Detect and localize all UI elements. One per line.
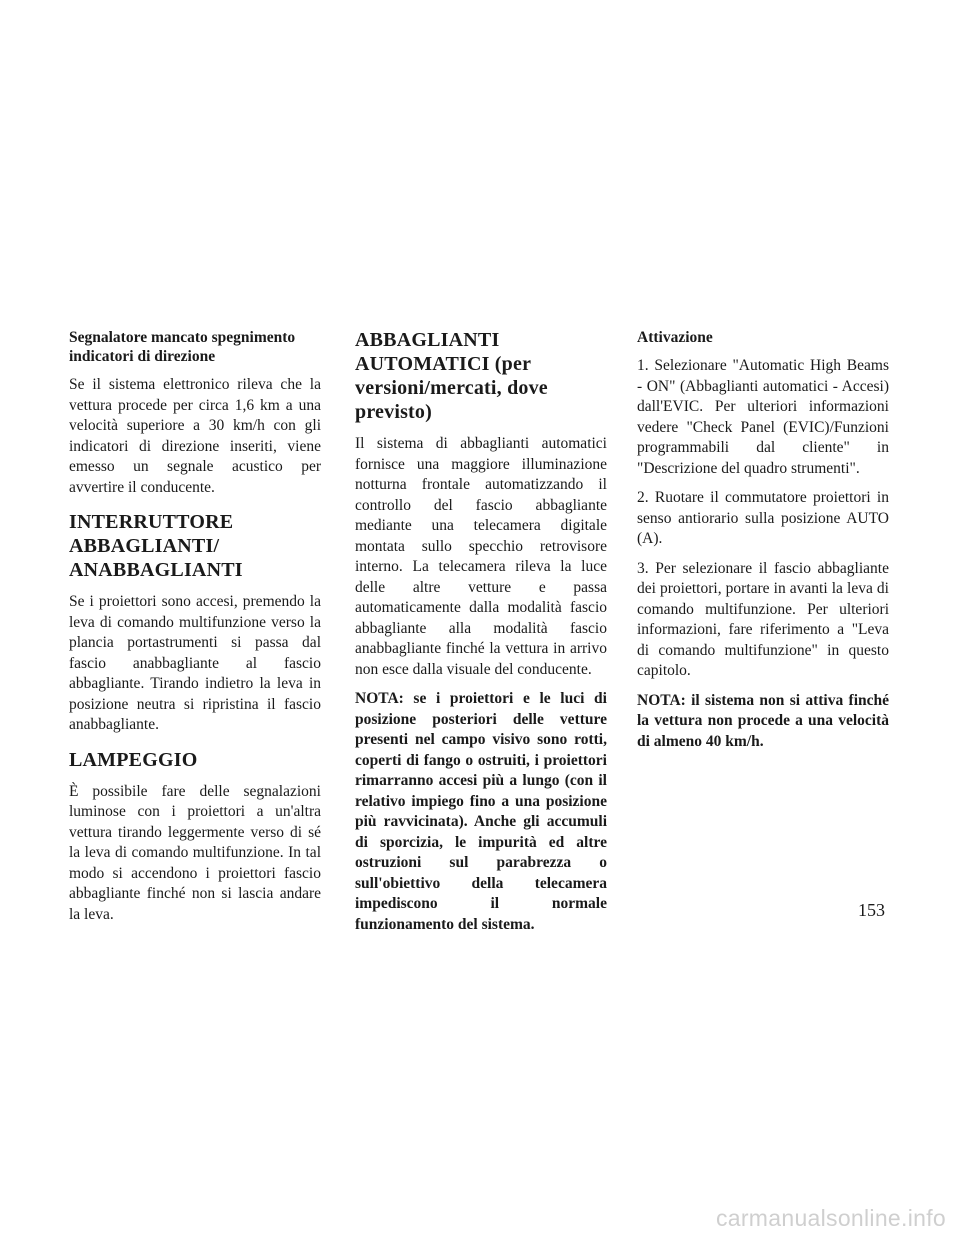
paragraph-turn-signal-warning: Se il sistema elettronico rileva che la vettura procede per circa 1,6 km a una velocità superiore a 30 km/h con gli indicatori di direzione inseriti, viene emesso un segnale acustico per avvertire il conducente. <box>69 376 321 496</box>
activation-step-1: 1. Selezionare "Automatic High Beams - ON" (Abbaglianti automatici - Accesi) dall'EVIC. Per ulteriori informazioni vedere "Check Panel (EVIC)/Funzioni programmabili dal cliente" in "Descrizione del quadro strumenti". <box>637 357 889 477</box>
subheading-activation: Attivazione <box>637 329 713 346</box>
watermark: carmanualsonline.info <box>715 1205 946 1231</box>
paragraph-flash-to-pass: È possibile fare delle segnalazioni luminose con i proiettori a un'altra vettura tirando leggermente verso di sé la leva di comando multifunzione. In tal modo si accendono i proiettori fascio abbagliante finché non si lascia andare la leva. <box>69 782 321 923</box>
heading-high-low-beam-switch: INTERRUTTORE ABBAGLIANTI/ ANABBAGLIANTI <box>69 511 243 581</box>
column-middle <box>355 328 607 944</box>
paragraph-automatic-high-beams: Il sistema di abbaglianti automatici fornisce una maggiore illuminazione notturna frontale automatizzando il controllo del fascio abbagliante mediante una telecamera digitale montata sullo specchio retrovisore interno. La telecamera rileva la luce delle altre vetture e passa automaticamente dalla modalità fascio abbagliante alla modalità fascio anabbagliante finché la vettura in arrivo non esce dalla visuale del conducente. <box>355 435 607 678</box>
page-number: 153 <box>858 900 885 920</box>
heading-flash-to-pass: LAMPEGGIO <box>69 748 198 771</box>
activation-step-3: 3. Per selezionare il fascio abbagliante dei proiettori, portare in avanti la leva di comando multifunzione. Per ulteriori informazioni, fare riferimento a "Leva di comando multifunzione" in questo capitolo. <box>637 559 889 679</box>
column-right <box>637 328 889 761</box>
note-headlights-obstructed: NOTA: se i proiettori e le luci di posizione posteriori delle vetture presenti nel campo visivo sono rotti, coperti di fango o ostruiti, i proiettori rimarranno accesi più a lungo (con il relativo impiego fino a una posizione più ravvicinata). Anche gli accumuli di sporcizia, le impurità ed altre ostruzioni sul parabrezza o sull'obiettivo della telecamera impediscono il normale funzionamento del sistema. <box>355 690 607 933</box>
heading-automatic-high-beams: ABBAGLIANTI AUTOMATICI (per versioni/mercati, dove previsto) <box>355 329 548 423</box>
note-minimum-speed: NOTA: il sistema non si attiva finché la vettura non procede a una velocità di almeno 40 km/h. <box>637 691 889 750</box>
subheading-turn-signal-warning: Segnalatore mancato spegnimento indicatori di direzione <box>69 329 296 365</box>
paragraph-high-low-beam-switch: Se i proiettori sono accesi, premendo la leva di comando multifunzione verso la plancia portastrumenti si passa dal fascio anabbagliante al fascio abbagliante. Tirando indietro la leva in posizione neutra si ripristina il fascio anabbagliante. <box>69 593 321 733</box>
activation-step-2: 2. Ruotare il commutatore proiettori in senso antiorario sulla posizione AUTO (A). <box>637 489 889 547</box>
column-left <box>69 328 321 934</box>
